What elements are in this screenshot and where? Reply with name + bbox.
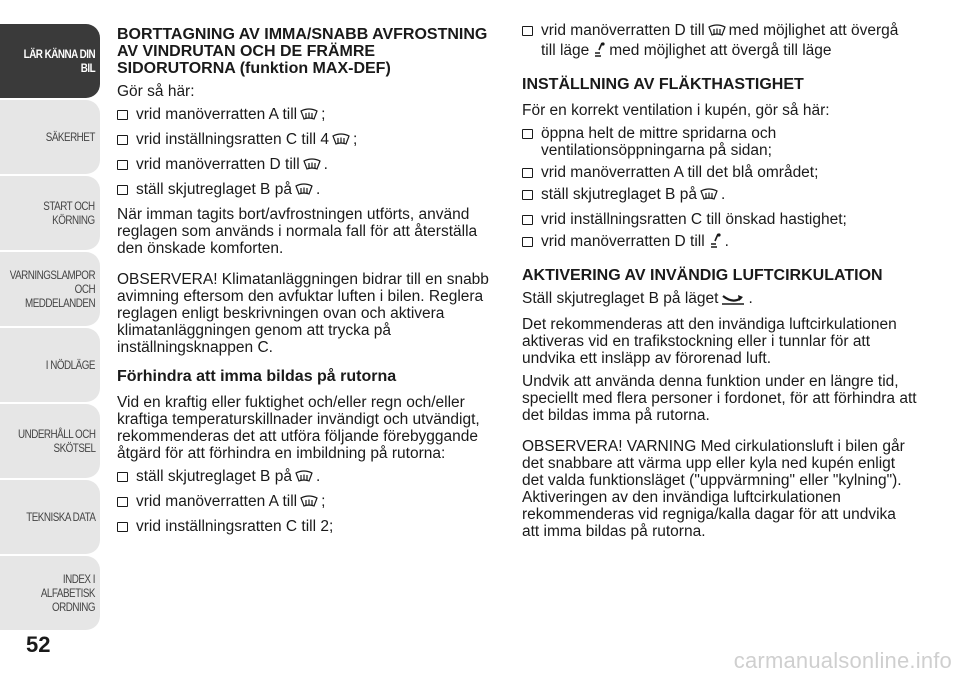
list-item: ställ skjutreglaget B på . <box>522 186 917 206</box>
defrost-icon <box>300 108 318 126</box>
intro-text: Gör så här: <box>117 83 195 100</box>
subheading-prevent-fog: Förhindra att imma bildas på rutorna <box>117 368 397 385</box>
paragraph: För en korrekt ventilation i kupén, gör så här: <box>522 102 830 119</box>
tab-tekniska-data[interactable]: TEKNISKA DATA <box>0 480 100 554</box>
recirculation-icon <box>721 292 745 310</box>
paragraph: När imman tagits bort/avfrostningen utförts, använd reglagen som används i normala fall för att återställa den önskade komforten. <box>117 206 478 257</box>
tab-start-och-korning[interactable]: START OCH KÖRNING <box>0 176 100 250</box>
tab-underhall-och-skotsel[interactable]: UNDERHÅLL OCH SKÖTSEL <box>0 404 100 478</box>
list-item: vrid inställningsratten C till 2; <box>117 518 495 535</box>
feet-airflow-icon <box>592 42 606 62</box>
defrost-icon <box>332 133 350 151</box>
left-column <box>117 26 495 540</box>
list-item: vrid inställningsratten C till önskad hastighet; <box>522 211 917 228</box>
page-number: 52 <box>26 632 51 657</box>
prevent-steps-list <box>117 468 495 535</box>
paragraph: Ställ skjutreglaget B på läget . <box>522 290 917 310</box>
list-item: vrid manöverratten A till ; <box>117 493 495 513</box>
list-item: öppna helt de mittre spridarna och ventilationsöppningarna på sidan; <box>522 125 917 159</box>
defrost-steps-list <box>117 106 495 201</box>
list-item: vrid manöverratten D till med möjlighet att övergå till läge med möjlighet att övergå till läge <box>522 22 917 62</box>
tab-index[interactable]: INDEX I ALFABETISK ORDNING <box>0 556 100 630</box>
note-paragraph: OBSERVERA! Klimatanläggningen bidrar till en snabb avimning eftersom den avfuktar luften i bilen. Reglera reglagen enligt beskrivningen ovan och aktivera klimatanläggningen genom att trycka på inställningsknappen C. <box>117 271 489 356</box>
tab-lar-kanna-din-bil[interactable]: LÄR KÄNNA DIN BIL <box>0 24 100 98</box>
defrost-icon <box>300 495 318 513</box>
paragraph: Undvik att använda denna funktion under en längre tid, speciellt med flera personer i fordonet, för att förhindra att det bildas imma på rutorna. <box>522 373 917 424</box>
section-heading-recirculation: AKTIVERING AV INVÄNDIG LUFTCIRKULATION <box>522 267 883 284</box>
defrost-icon <box>303 158 321 176</box>
paragraph: Vid en kraftig eller fuktighet och/eller regn och/eller kraftiga temperaturskillnader invändigt och utvändigt, rekommenderas det att utföra följande förebyggande åtgärd för att förhindra en imbildning på rutorna: <box>117 394 480 462</box>
defrost-icon <box>295 183 313 201</box>
fan-steps-list <box>522 125 917 253</box>
right-column <box>522 22 917 546</box>
warning-paragraph: OBSERVERA! VARNING Med cirkulationsluft i bilen går det snabbare att värma upp eller kyla ned kupén enligt det valda funktionsläget ("uppvärmning" eller "kylning"). Aktiveringen av den invändiga luftcirkulationen rekommenderas vid regniga/kalla dagar för att undvika att imma bildas på rutorna. <box>522 438 905 540</box>
defrost-icon <box>700 188 718 206</box>
feet-airflow-icon <box>708 233 722 253</box>
section-heading-defrost: BORTTAGNING AV IMMA/SNABB AVFROSTNING AV VINDRUTAN OCH DE FRÄMRE SIDORUTORNA (funktion MAX-DEF) <box>117 26 488 77</box>
tab-i-nodlage[interactable]: I NÖDLÄGE <box>0 328 100 402</box>
list-item: ställ skjutreglaget B på . <box>117 181 495 201</box>
list-item: vrid manöverratten D till . <box>522 233 917 253</box>
watermark: carmanualsonline.info <box>733 648 952 673</box>
tab-varningslampor[interactable]: VARNINGSLAMPOR OCH MEDDELANDEN <box>0 252 100 326</box>
continued-steps-list <box>522 22 917 62</box>
list-item: vrid manöverratten A till ; <box>117 106 495 126</box>
list-item: vrid manöverratten D till . <box>117 156 495 176</box>
paragraph: Det rekommenderas att den invändiga luftcirkulationen aktiveras vid en trafikstockning eller i tunnlar för att undvika ett insläpp av förorenad luft. <box>522 316 897 367</box>
section-heading-fan-speed: INSTÄLLNING AV FLÄKTHASTIGHET <box>522 76 804 93</box>
list-item: vrid inställningsratten C till 4 ; <box>117 131 495 151</box>
list-item: ställ skjutreglaget B på . <box>117 468 495 488</box>
list-item: vrid manöverratten A till det blå området; <box>522 164 917 181</box>
defrost-icon <box>295 470 313 488</box>
tab-sakerhet[interactable]: SÄKERHET <box>0 100 100 174</box>
defrost-icon <box>708 24 726 42</box>
